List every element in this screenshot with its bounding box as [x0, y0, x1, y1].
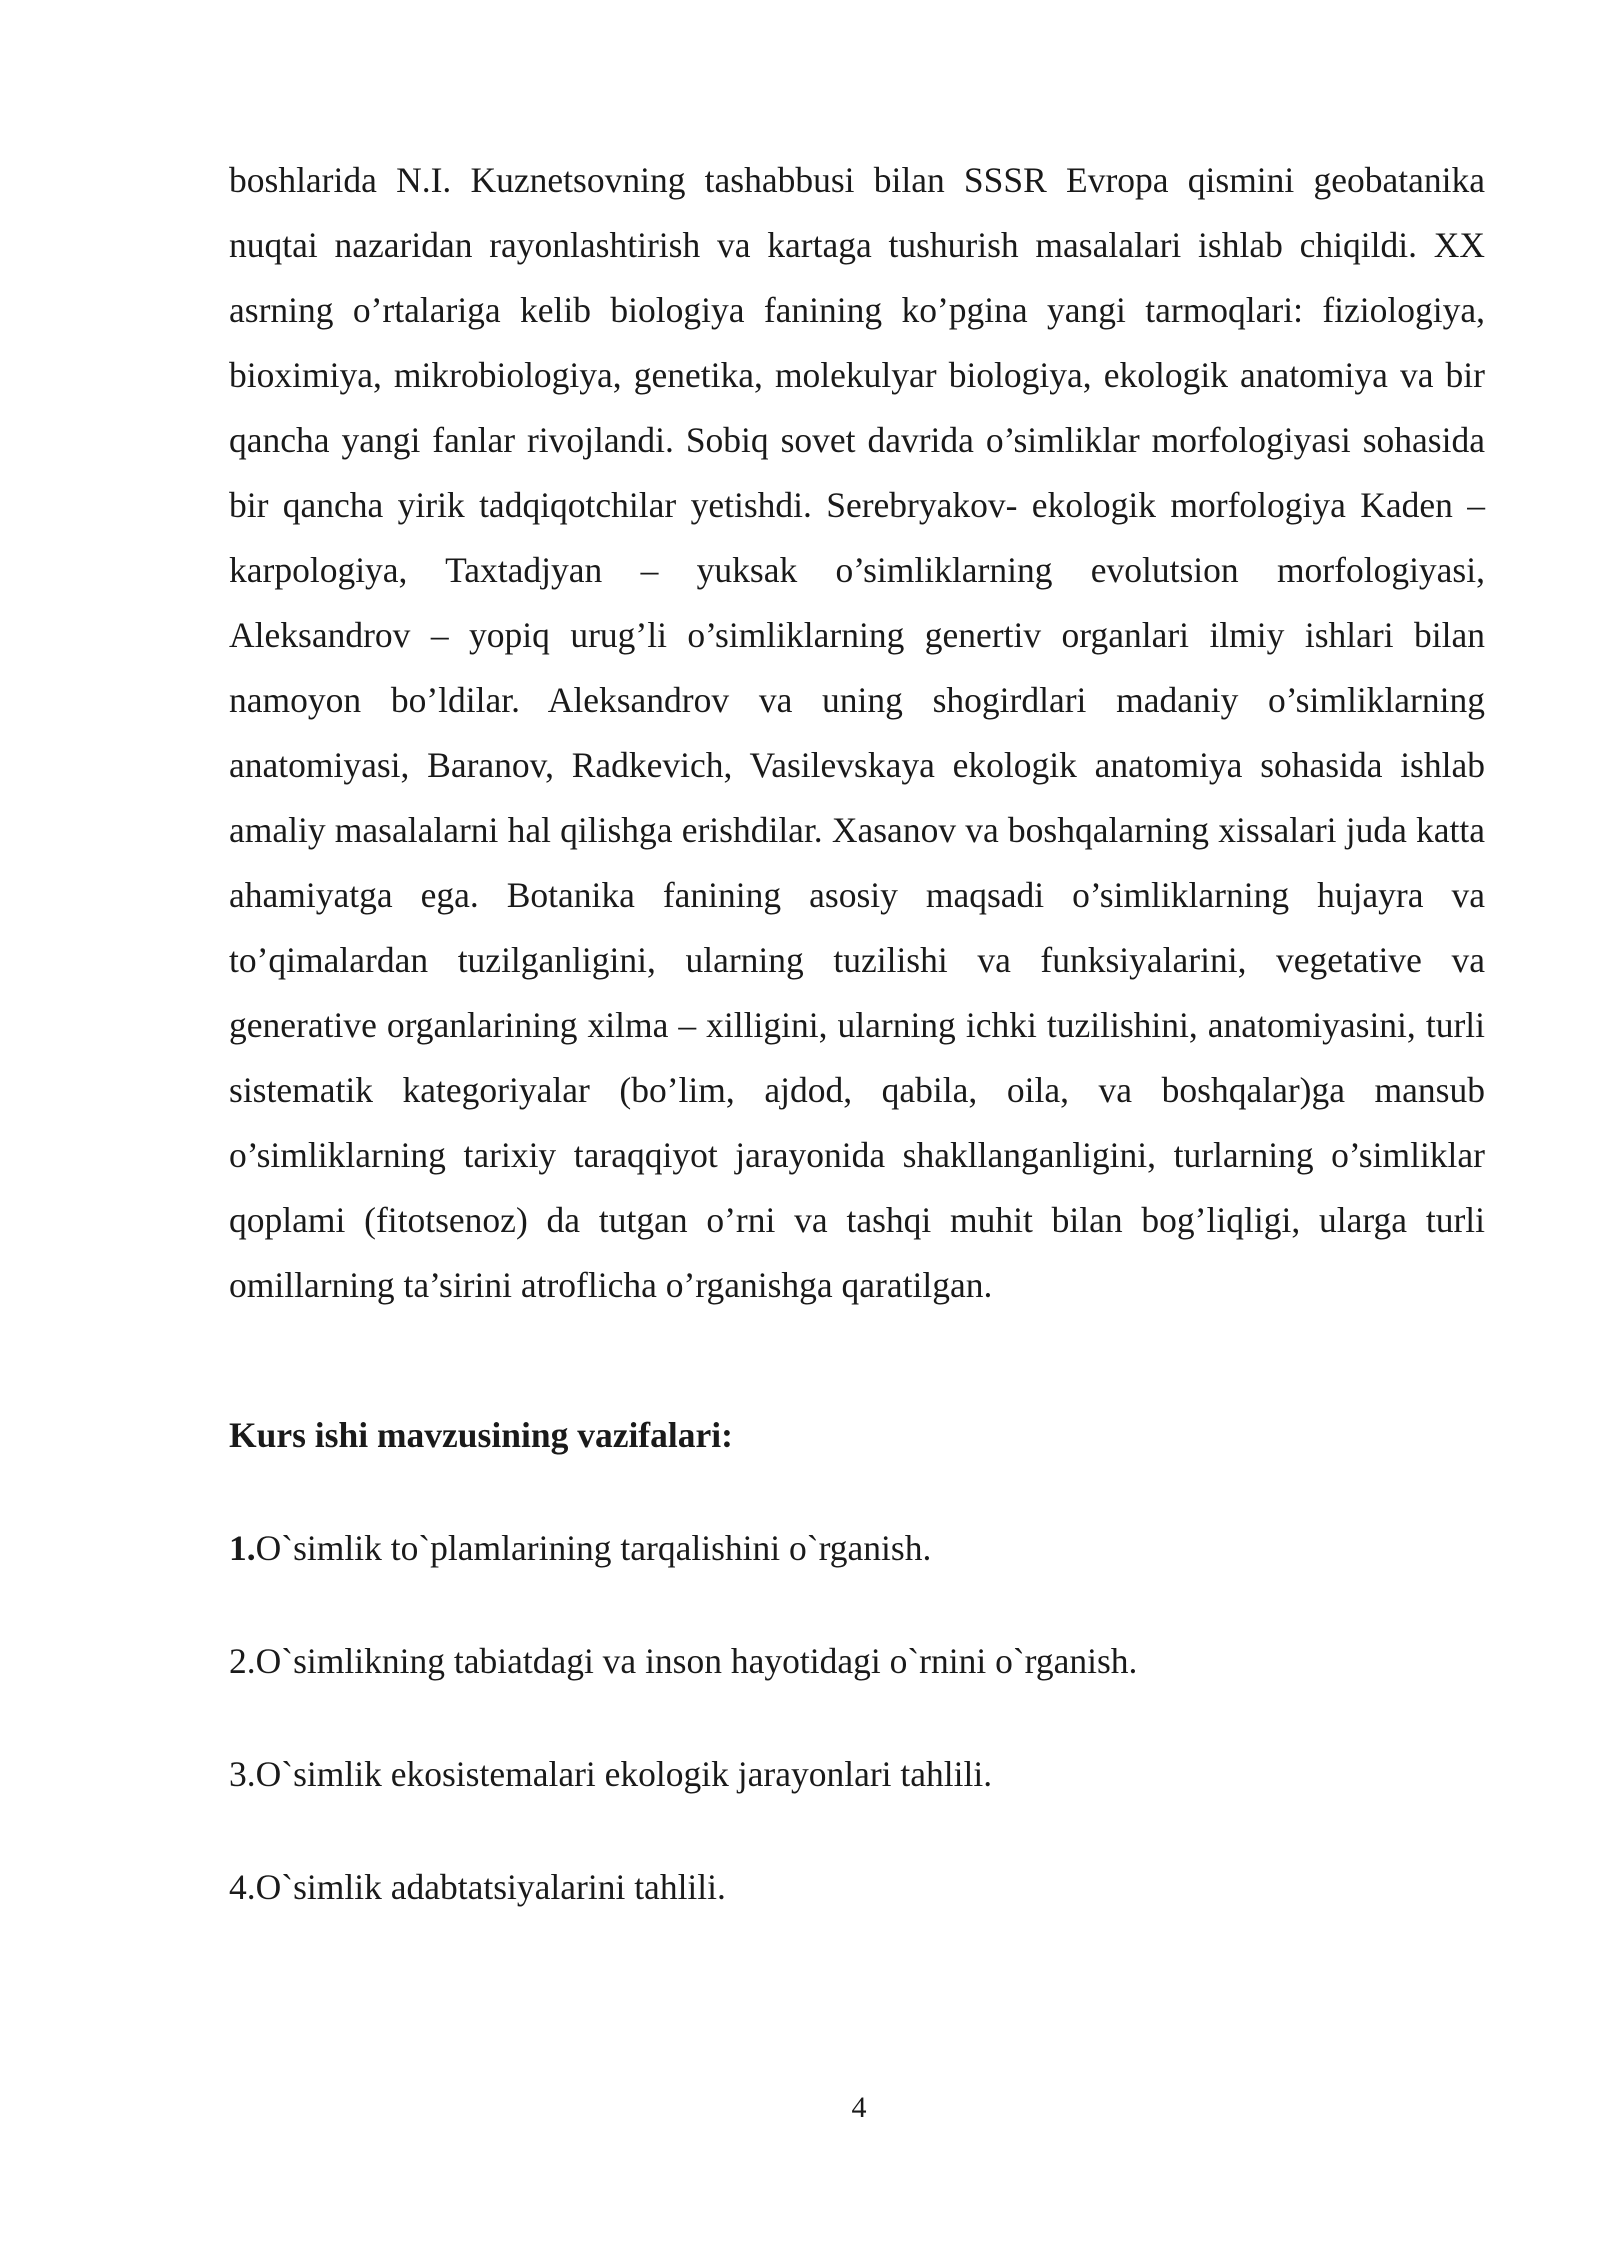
task-item-1 — [229, 1516, 931, 1581]
task-item-2 — [229, 1629, 1137, 1694]
task-item-4 — [229, 1855, 726, 1920]
task-number: 1. — [229, 1528, 256, 1568]
task-text: O`simlik adabtatsiyalarini tahlili. — [255, 1867, 726, 1907]
task-text: O`simlik ekosistemalari ekologik jarayonlari tahlili. — [255, 1754, 993, 1794]
body-paragraph: boshlarida N.I. Kuznetsovning tashabbusi bilan SSSR Evropa qismini geobatanika nuqtai nazaridan rayonlashtirish va kartaga tushurish masalalari ishlab chiqildi. XX asrning o’rtalariga kelib biologiya fanining ko’pgina yangi tarmoqlari: fiziologiya, bioximiya, mikrobiologiya, genetika, molekulyar biologiya, ekologik anatomiya va bir qancha yangi fanlar rivojlandi. Sobiq sovet davrida o’simliklar morfologiyasi sohasida bir qancha yirik tadqiqotchilar yetishdi. Serebryakov- ekologik morfologiya Kaden – karpologiya, Taxtadjyan – yuksak o’simliklarning evolutsion morfologiyasi, Aleksandrov – yopiq urug’li o’simliklarning genertiv organlari ilmiy ishlari bilan namoyon bo’ldilar. Aleksandrov va uning shogirdlari madaniy o’simliklarning anatomiyasi, Baranov, Radkevich, Vasilevskaya ekologik anatomiya sohasida ishlab amaliy masalalarni hal qilishga erishdilar. Xasanov va boshqalarning xissalari juda katta ahamiyatga ega. Botanika fanining asosiy maqsadi o’simliklarning hujayra va to’qimalardan tuzilganligini, ularning tuzilishi va funksiyalarini, vegetative va generative organlarining xilma – xilligini, ularning ichki tuzilishini, anatomiyasini, turli sistematik kategoriyalar (bo’lim, ajdod, qabila, oila, va boshqalar)ga mansub o’simliklarning tarixiy taraqqiyot jarayonida shakllanganligini, turlarning o’simliklar qoplami (fitotsenoz) da tutgan o’rni va tashqi muhit bilan bog’liqligi, ularga turli omillarning ta’sirini atroflicha o’rganishga qaratilgan. — [229, 160, 1485, 1305]
section-heading: Kurs ishi mavzusining vazifalari: — [229, 1415, 733, 1455]
task-number: 3. — [229, 1754, 256, 1794]
task-text: O`simlikning tabiatdagi va inson hayotidagi o`rnini o`rganish. — [255, 1641, 1138, 1681]
task-number: 4. — [229, 1867, 256, 1907]
task-number: 2. — [229, 1641, 256, 1681]
task-item-3 — [229, 1742, 992, 1807]
page-number: 4 — [851, 2091, 867, 2124]
task-text: O`simlik to`plamlarining tarqalishini o`rganish. — [255, 1528, 932, 1568]
